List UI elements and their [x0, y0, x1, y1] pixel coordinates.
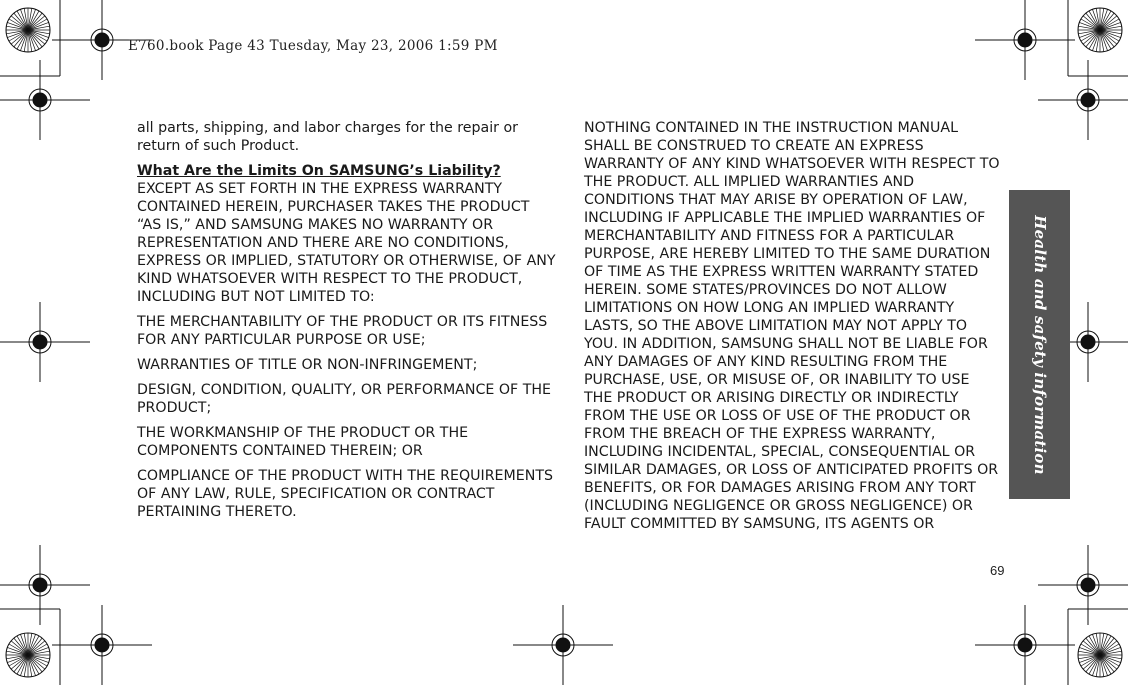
left-column	[137, 119, 557, 528]
registration-target-icon	[52, 605, 152, 685]
intro-paragraph: all parts, shipping, and labor charges for the repair or return of such Product.	[137, 120, 519, 154]
right-column	[584, 119, 1002, 540]
list-item: WARRANTIES OF TITLE OR NON-INFRINGEMENT;	[137, 357, 478, 373]
chapter-side-tab	[1009, 190, 1070, 499]
registration-target-icon	[1038, 545, 1128, 625]
side-tab-label: Health and safety information	[1030, 214, 1049, 475]
list-item: DESIGN, CONDITION, QUALITY, OR PERFORMANCE OF THE PRODUCT;	[137, 382, 552, 416]
color-starburst-icon	[6, 633, 50, 677]
registration-target-icon	[1038, 60, 1128, 140]
section-heading: What Are the Limits On SAMSUNG’s Liability?	[137, 163, 501, 179]
color-starburst-icon	[1078, 8, 1122, 52]
registration-target-icon	[0, 60, 90, 140]
page-number: 69	[990, 563, 1005, 578]
registration-target-icon	[0, 302, 90, 382]
liability-section	[137, 162, 557, 306]
body-paragraph: NOTHING CONTAINED IN THE INSTRUCTION MANUAL SHALL BE CONSTRUED TO CREATE AN EXPRESS WARRANTY OF ANY KIND WHATSOEVER WITH RESPECT TO THE PRODUCT. ALL IMPLIED WARRANTIES AND CONDITIONS THAT MAY ARISE BY OPERATION OF LAW, INCLUDING IF APPLICABLE THE IMPLIED WARRANTIES OF MERCHANTABILITY AND FITNESS FOR A PARTICULAR PURPOSE, ARE HEREBY LIMITED TO THE SAME DURATION OF TIME AS THE EXPRESS WRITTEN WARRANTY STATED HEREIN. SOME STATES/PROVINCES DO NOT ALLOW LIMITATIONS ON HOW LONG AN IMPLIED WARRANTY LASTS, SO THE ABOVE LIMITATION MAY NOT APPLY TO YOU. IN ADDITION, SAMSUNG SHALL NOT BE LIABLE FOR ANY DAMAGES OF ANY KIND RESULTING FROM THE PURCHASE, USE, OR MISUSE OF, OR INABILITY TO USE THE PRODUCT OR ARISING DIRECTLY OR INDIRECTLY FROM THE USE OR LOSS OF USE OF THE PRODUCT OR FROM THE BREACH OF THE EXPRESS WARRANTY, INCLUDING INCIDENTAL, SPECIAL, CONSEQUENTIAL OR SIMILAR DAMAGES, OR LOSS OF ANTICIPATED PROFITS OR BENEFITS, OR FOR DAMAGES ARISING FROM ANY TORT (INCLUDING NEGLIGENCE OR GROSS NEGLIGENCE) OR FAULT COMMITTED BY SAMSUNG, ITS AGENTS OR	[584, 120, 1000, 532]
registration-target-icon	[975, 605, 1075, 685]
registration-target-icon	[975, 0, 1075, 80]
list-item: THE WORKMANSHIP OF THE PRODUCT OR THE COMPONENTS CONTAINED THEREIN; OR	[137, 425, 469, 459]
list-item: THE MERCHANTABILITY OF THE PRODUCT OR ITS FITNESS FOR ANY PARTICULAR PURPOSE OR USE;	[137, 314, 548, 348]
registration-target-icon	[513, 605, 613, 685]
color-starburst-icon	[1078, 633, 1122, 677]
print-info-header: E760.book Page 43 Tuesday, May 23, 2006 1:59 PM	[128, 38, 498, 54]
color-starburst-icon	[6, 8, 50, 52]
body-paragraph: EXCEPT AS SET FORTH IN THE EXPRESS WARRANTY CONTAINED HEREIN, PURCHASER TAKES THE PRODUCT “AS IS,” AND SAMSUNG MAKES NO WARRANTY OR REPRESENTATION AND THERE ARE NO CONDITIONS, EXPRESS OR IMPLIED, STATUTORY OR OTHERWISE, OF ANY KIND WHATSOEVER WITH RESPECT TO THE PRODUCT, INCLUDING BUT NOT LIMITED TO:	[137, 181, 556, 305]
list-item: COMPLIANCE OF THE PRODUCT WITH THE REQUIREMENTS OF ANY LAW, RULE, SPECIFICATION OR CONTRACT PERTAINING THERETO.	[137, 468, 554, 520]
registration-target-icon	[0, 545, 90, 625]
